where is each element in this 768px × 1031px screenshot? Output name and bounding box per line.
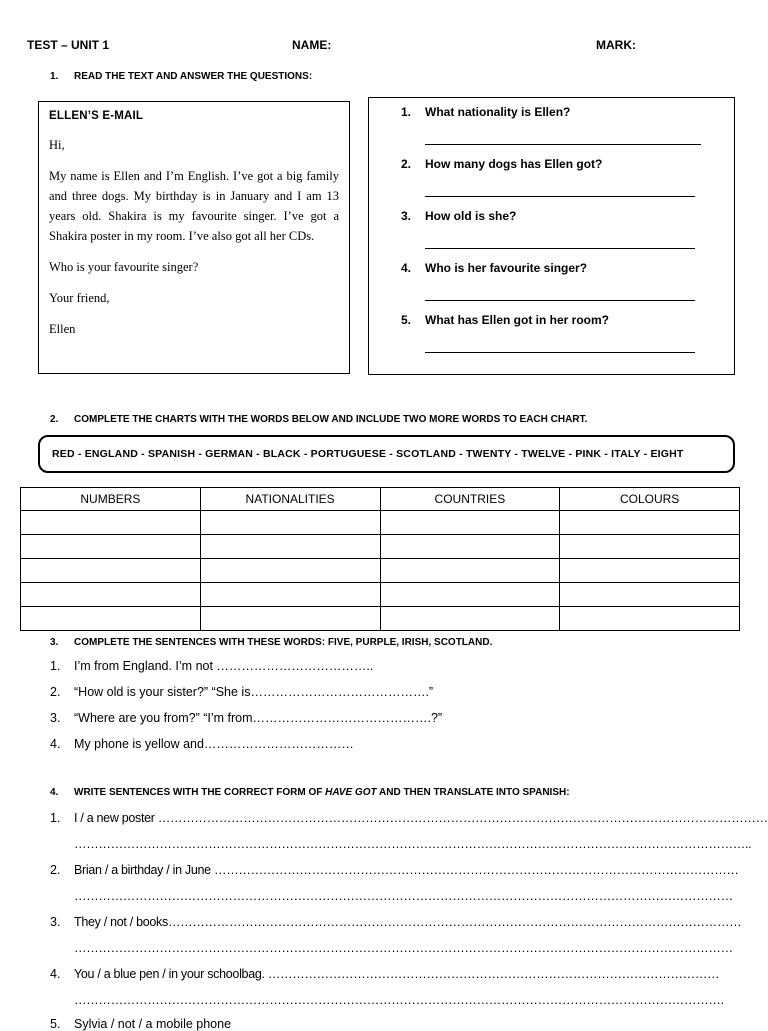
email-signature: Ellen <box>49 322 76 336</box>
name-label: NAME: <box>292 38 332 52</box>
table-row <box>21 607 740 631</box>
question-text: How old is she? <box>425 209 517 223</box>
sentence-number: 3. <box>50 711 61 725</box>
word-chart-table <box>20 487 740 631</box>
table-cell[interactable] <box>200 583 380 607</box>
exercise-item <box>50 863 739 877</box>
question-number: 5. <box>401 313 412 327</box>
email-greeting: Hi, <box>49 138 65 152</box>
answer-line[interactable] <box>425 248 695 249</box>
table-row <box>21 559 740 583</box>
word-bank: RED - ENGLAND - SPANISH - GERMAN - BLACK - PORTUGUESE - SCOTLAND - TWENTY - TWELVE - PINK - ITALY - EIGHT <box>38 435 735 473</box>
questions-box <box>368 97 735 375</box>
section-title-text: READ THE TEXT AND ANSWER THE QUESTIONS: <box>74 71 313 82</box>
section-title-text: COMPLETE THE CHARTS WITH THE WORDS BELOW AND INCLUDE TWO MORE WORDS TO EACH CHART. <box>74 414 588 425</box>
email-box <box>38 101 350 374</box>
column-header-colours: COLOURS <box>560 488 740 511</box>
exercise-number: 3. <box>50 915 61 929</box>
table-cell[interactable] <box>380 511 560 535</box>
section-3-title <box>50 637 492 648</box>
table-cell[interactable] <box>560 535 740 559</box>
table-cell[interactable] <box>560 559 740 583</box>
sentence-text[interactable]: My phone is yellow and……………………………… <box>74 737 354 751</box>
table-cell[interactable] <box>21 559 201 583</box>
question-text: What has Ellen got in her room? <box>425 313 610 327</box>
exercise-prompt[interactable]: I / a new poster …………………………………………………………………………………………………………………………………… <box>74 811 768 825</box>
translation-line[interactable]: ………………………………………………………………………………………………………………………………………………….. <box>74 837 752 851</box>
question-text: How many dogs has Ellen got? <box>425 157 603 171</box>
translation-line[interactable]: ……………………………………………………………………………………………………………………………………………… <box>74 889 733 903</box>
sentence-number: 4. <box>50 737 61 751</box>
table-cell[interactable] <box>200 559 380 583</box>
exercise-prompt[interactable]: You / a blue pen / in your schoolbag. ………………………………………………………………………………………………… <box>74 967 720 981</box>
table-cell[interactable] <box>200 607 380 631</box>
table-cell[interactable] <box>200 535 380 559</box>
title-part: AND THEN TRANSLATE INTO SPANISH: <box>376 787 570 798</box>
table-cell[interactable] <box>21 607 201 631</box>
title-emphasis: HAVE GOT <box>325 787 377 798</box>
table-cell[interactable] <box>380 607 560 631</box>
answer-line[interactable] <box>425 196 695 197</box>
section-1-title <box>50 71 312 82</box>
exercise-item <box>50 811 768 825</box>
translation-line[interactable]: ……………………………………………………………………………………………………………………………………………… <box>74 941 733 955</box>
sentence-item <box>50 685 433 699</box>
sentence-text[interactable]: “Where are you from?” “I’m from…………………………………….?” <box>74 711 443 725</box>
sentence-item <box>50 737 354 751</box>
sentence-number: 2. <box>50 685 61 699</box>
exercise-item <box>50 915 741 929</box>
table-cell[interactable] <box>560 607 740 631</box>
question-text: Who is her favourite singer? <box>425 261 588 275</box>
table-cell[interactable] <box>380 583 560 607</box>
email-body: My name is Ellen and I’m English. I’ve got a big family and three dogs. My birthday is in January and I am 13 years old. Shakira is my favourite singer. I’ve got a Shakira poster in my room. I’ve also got all her CDs. <box>49 169 339 243</box>
section-number: 1. <box>50 71 59 82</box>
answer-line[interactable] <box>425 300 695 301</box>
section-4-title <box>50 787 570 798</box>
question-number: 3. <box>401 209 412 223</box>
table-header-row <box>21 488 740 511</box>
column-header-nationalities: NATIONALITIES <box>200 488 380 511</box>
section-number: 2. <box>50 414 59 425</box>
exercise-item <box>50 1017 231 1031</box>
answer-line[interactable] <box>425 352 695 353</box>
question-text: What nationality is Ellen? <box>425 105 571 119</box>
column-header-numbers: NUMBERS <box>21 488 201 511</box>
section-title-text <box>74 787 570 798</box>
title-part: WRITE SENTENCES WITH THE CORRECT FORM OF <box>74 787 326 798</box>
exercise-prompt[interactable]: They / not / books…………………………………………………………………………………………………………………………… <box>74 915 742 929</box>
table-cell[interactable] <box>560 583 740 607</box>
sentence-number: 1. <box>50 659 61 673</box>
section-number: 4. <box>50 787 59 798</box>
table-cell[interactable] <box>560 511 740 535</box>
email-question: Who is your favourite singer? <box>49 260 199 274</box>
exercise-number: 1. <box>50 811 61 825</box>
section-title-text: COMPLETE THE SENTENCES WITH THESE WORDS: FIVE, PURPLE, IRISH, SCOTLAND. <box>74 637 493 648</box>
mark-label: MARK: <box>596 38 636 52</box>
exercise-number: 2. <box>50 863 61 877</box>
sentence-item <box>50 659 373 673</box>
exercise-number: 4. <box>50 967 61 981</box>
table-row <box>21 583 740 607</box>
question-number: 2. <box>401 157 412 171</box>
exercise-prompt[interactable]: Brian / a birthday / in June ………………………………………………………………………………………………………………… <box>74 863 739 877</box>
table-row <box>21 511 740 535</box>
question-number: 1. <box>401 105 412 119</box>
answer-line[interactable] <box>425 144 701 145</box>
section-number: 3. <box>50 637 59 648</box>
table-cell[interactable] <box>200 511 380 535</box>
section-2-title <box>50 414 587 425</box>
table-cell[interactable] <box>21 535 201 559</box>
table-cell[interactable] <box>21 511 201 535</box>
sentence-text[interactable]: “How old is your sister?” “She is…………………………………….” <box>74 685 434 699</box>
exercise-prompt[interactable]: Sylvia / not / a mobile phone <box>74 1017 232 1031</box>
table-row <box>21 535 740 559</box>
email-closing: Your friend, <box>49 291 110 305</box>
table-cell[interactable] <box>380 559 560 583</box>
exercise-item <box>50 967 719 981</box>
table-cell[interactable] <box>21 583 201 607</box>
column-header-countries: COUNTRIES <box>380 488 560 511</box>
sentence-item <box>50 711 442 725</box>
sentence-text[interactable]: I’m from England. I’m not ……………………………….. <box>74 659 374 673</box>
translation-line[interactable]: ……………………………………………………………………………………………………………………………………………. <box>74 993 724 1007</box>
email-title: ELLEN’S E-MAIL <box>49 110 144 122</box>
table-cell[interactable] <box>380 535 560 559</box>
test-title: TEST – UNIT 1 <box>27 38 110 52</box>
exercise-number: 5. <box>50 1017 61 1031</box>
question-number: 4. <box>401 261 412 275</box>
